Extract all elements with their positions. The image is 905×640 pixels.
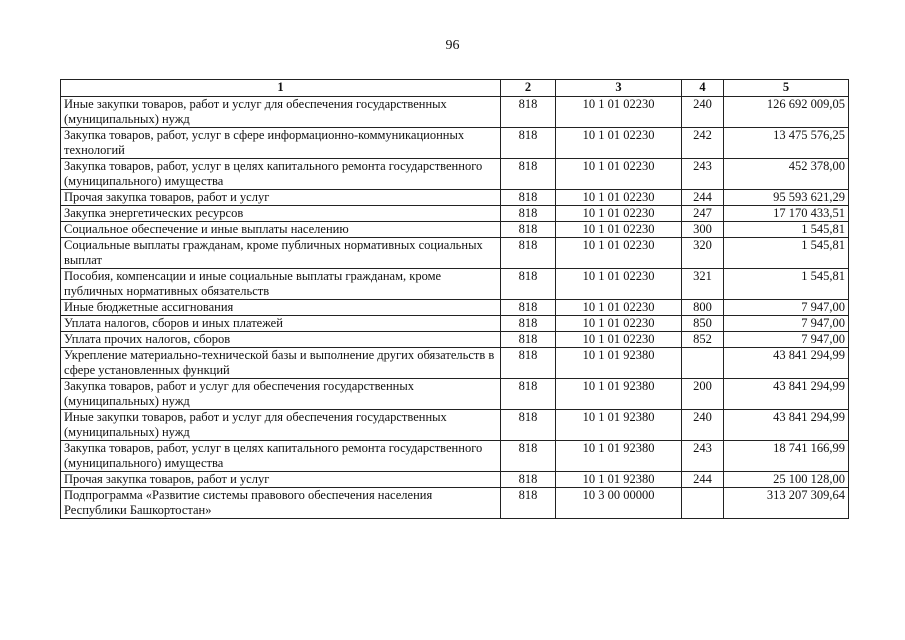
table-row [61, 97, 849, 128]
table-row [61, 222, 849, 238]
table-row [61, 472, 849, 488]
table-row [61, 190, 849, 206]
table-row [61, 128, 849, 159]
cell-name: Прочая закупка товаров, работ и услуг [61, 472, 501, 488]
cell-amount: 95 593 621,29 [724, 190, 849, 206]
cell-target-article: 10 1 01 02230 [556, 300, 682, 316]
cell-admin-code: 818 [501, 472, 556, 488]
cell-amount: 1 545,81 [724, 269, 849, 300]
table-row [61, 348, 849, 379]
cell-admin-code: 818 [501, 190, 556, 206]
cell-target-article: 10 1 01 02230 [556, 222, 682, 238]
cell-target-article: 10 1 01 02230 [556, 206, 682, 222]
cell-amount: 17 170 433,51 [724, 206, 849, 222]
cell-expense-type: 321 [682, 269, 724, 300]
cell-target-article: 10 1 01 02230 [556, 332, 682, 348]
cell-amount: 13 475 576,25 [724, 128, 849, 159]
cell-target-article: 10 1 01 92380 [556, 410, 682, 441]
header-row [61, 80, 849, 97]
cell-amount: 313 207 309,64 [724, 488, 849, 519]
table-row [61, 159, 849, 190]
cell-amount: 452 378,00 [724, 159, 849, 190]
cell-expense-type [682, 348, 724, 379]
table-row [61, 238, 849, 269]
cell-expense-type: 850 [682, 316, 724, 332]
table-header [61, 80, 849, 97]
table-row [61, 332, 849, 348]
cell-expense-type: 852 [682, 332, 724, 348]
table-row [61, 269, 849, 300]
cell-target-article: 10 1 01 92380 [556, 441, 682, 472]
cell-name: Социальные выплаты гражданам, кроме публичных нормативных социальных выплат [61, 238, 501, 269]
cell-admin-code: 818 [501, 238, 556, 269]
cell-target-article: 10 1 01 92380 [556, 379, 682, 410]
cell-name: Пособия, компенсации и иные социальные выплаты гражданам, кроме публичных нормативных обязательств [61, 269, 501, 300]
cell-name: Уплата налогов, сборов и иных платежей [61, 316, 501, 332]
cell-expense-type: 300 [682, 222, 724, 238]
cell-name: Иные закупки товаров, работ и услуг для обеспечения государственных (муниципальных) нужд [61, 97, 501, 128]
column-header-csr: 3 [556, 80, 682, 97]
page-number: 96 [445, 38, 460, 53]
budget-table [60, 79, 849, 519]
column-header-admin: 2 [501, 80, 556, 97]
table-row [61, 379, 849, 410]
cell-expense-type: 320 [682, 238, 724, 269]
cell-expense-type: 243 [682, 441, 724, 472]
table-row [61, 441, 849, 472]
cell-target-article: 10 1 01 02230 [556, 97, 682, 128]
cell-target-article: 10 3 00 00000 [556, 488, 682, 519]
cell-amount: 18 741 166,99 [724, 441, 849, 472]
cell-admin-code: 818 [501, 332, 556, 348]
cell-amount: 43 841 294,99 [724, 410, 849, 441]
cell-amount: 1 545,81 [724, 222, 849, 238]
cell-admin-code: 818 [501, 410, 556, 441]
cell-admin-code: 818 [501, 488, 556, 519]
cell-name: Закупка товаров, работ, услуг в сфере информационно-коммуникационных технологий [61, 128, 501, 159]
cell-admin-code: 818 [501, 159, 556, 190]
cell-admin-code: 818 [501, 97, 556, 128]
cell-expense-type: 240 [682, 97, 724, 128]
cell-amount: 7 947,00 [724, 300, 849, 316]
cell-name: Иные закупки товаров, работ и услуг для обеспечения государственных (муниципальных) нужд [61, 410, 501, 441]
table-row [61, 300, 849, 316]
column-header-amount: 5 [724, 80, 849, 97]
cell-name: Прочая закупка товаров, работ и услуг [61, 190, 501, 206]
table-row [61, 488, 849, 519]
cell-expense-type [682, 488, 724, 519]
cell-amount: 25 100 128,00 [724, 472, 849, 488]
cell-name: Закупка товаров, работ, услуг в целях капитального ремонта государственного (муниципального) имущества [61, 159, 501, 190]
cell-target-article: 10 1 01 02230 [556, 190, 682, 206]
cell-amount: 43 841 294,99 [724, 348, 849, 379]
cell-admin-code: 818 [501, 441, 556, 472]
cell-expense-type: 240 [682, 410, 724, 441]
table-row [61, 316, 849, 332]
cell-expense-type: 800 [682, 300, 724, 316]
cell-admin-code: 818 [501, 348, 556, 379]
cell-amount: 7 947,00 [724, 316, 849, 332]
table-row [61, 410, 849, 441]
cell-target-article: 10 1 01 92380 [556, 348, 682, 379]
cell-target-article: 10 1 01 92380 [556, 472, 682, 488]
cell-amount: 7 947,00 [724, 332, 849, 348]
cell-target-article: 10 1 01 02230 [556, 128, 682, 159]
cell-expense-type: 242 [682, 128, 724, 159]
table-row [61, 206, 849, 222]
cell-amount: 43 841 294,99 [724, 379, 849, 410]
table-body [61, 97, 849, 519]
cell-name: Уплата прочих налогов, сборов [61, 332, 501, 348]
cell-target-article: 10 1 01 02230 [556, 238, 682, 269]
cell-amount: 126 692 009,05 [724, 97, 849, 128]
cell-admin-code: 818 [501, 222, 556, 238]
cell-expense-type: 200 [682, 379, 724, 410]
cell-admin-code: 818 [501, 269, 556, 300]
cell-target-article: 10 1 01 02230 [556, 269, 682, 300]
cell-amount: 1 545,81 [724, 238, 849, 269]
cell-admin-code: 818 [501, 379, 556, 410]
column-header-vr: 4 [682, 80, 724, 97]
cell-expense-type: 247 [682, 206, 724, 222]
cell-expense-type: 244 [682, 190, 724, 206]
cell-name: Подпрограмма «Развитие системы правового обеспечения населения Республики Башкортостан» [61, 488, 501, 519]
cell-name: Социальное обеспечение и иные выплаты населению [61, 222, 501, 238]
cell-target-article: 10 1 01 02230 [556, 316, 682, 332]
cell-target-article: 10 1 01 02230 [556, 159, 682, 190]
cell-name: Закупка товаров, работ, услуг в целях капитального ремонта государственного (муниципального) имущества [61, 441, 501, 472]
cell-admin-code: 818 [501, 316, 556, 332]
cell-name: Закупка товаров, работ и услуг для обеспечения государственных (муниципальных) нужд [61, 379, 501, 410]
cell-name: Иные бюджетные ассигнования [61, 300, 501, 316]
cell-name: Укрепление материально-технической базы и выполнение других обязательств в сфере установленных функций [61, 348, 501, 379]
cell-admin-code: 818 [501, 128, 556, 159]
cell-name: Закупка энергетических ресурсов [61, 206, 501, 222]
column-header-name: 1 [61, 80, 501, 97]
cell-admin-code: 818 [501, 206, 556, 222]
cell-expense-type: 243 [682, 159, 724, 190]
cell-admin-code: 818 [501, 300, 556, 316]
cell-expense-type: 244 [682, 472, 724, 488]
